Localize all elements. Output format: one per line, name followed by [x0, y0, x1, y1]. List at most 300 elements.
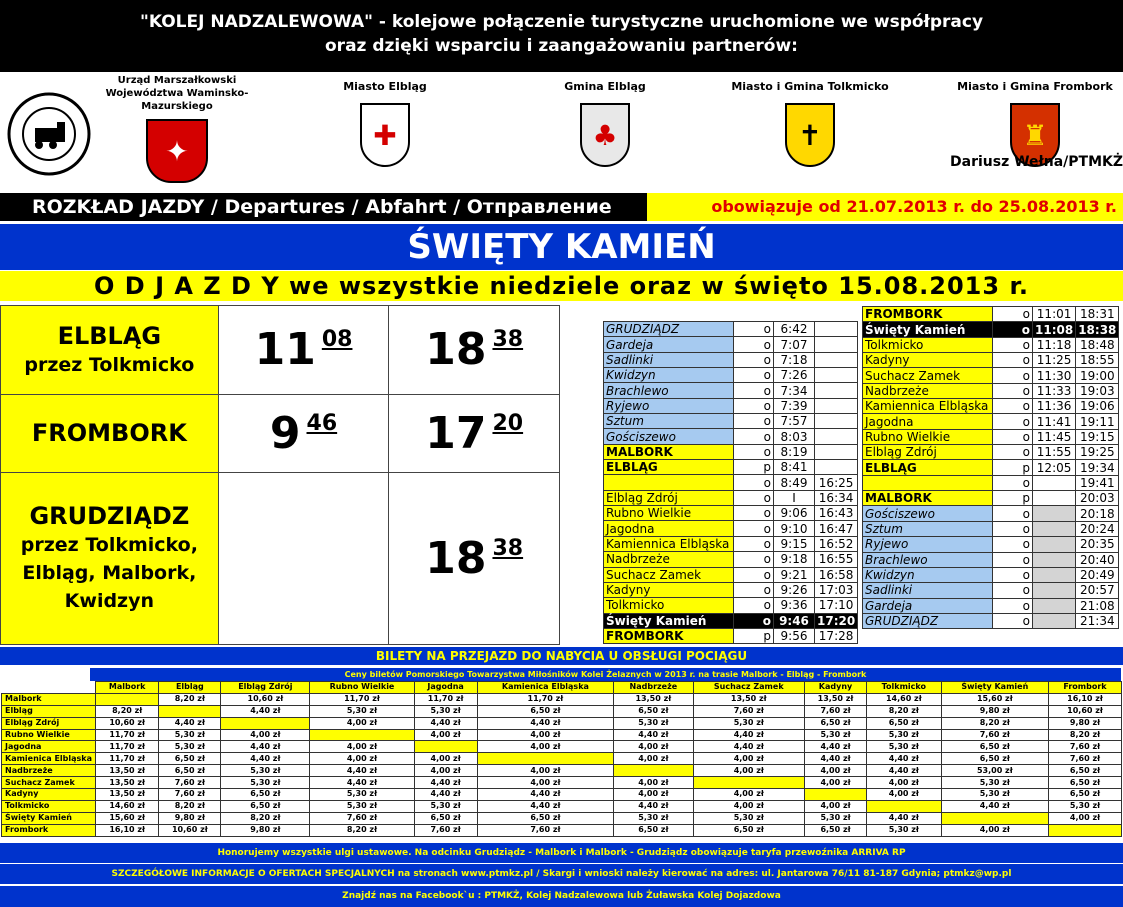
stop-type-cell: p	[734, 628, 774, 643]
time-cell: 21:08	[1076, 598, 1119, 613]
price-cell: 4,00 zł	[693, 753, 804, 765]
timetable-row	[604, 536, 858, 551]
price-column-header: Jagodna	[414, 682, 477, 694]
timetable-row	[604, 567, 858, 582]
price-cell	[693, 777, 804, 789]
price-cell: 5,30 zł	[1049, 800, 1122, 812]
eagle-crest-icon: ✦	[146, 119, 208, 183]
price-cell: 9,80 zł	[941, 705, 1048, 717]
timetable-row	[604, 552, 858, 567]
station-cell	[863, 475, 993, 490]
price-cell: 7,60 zł	[414, 824, 477, 836]
time-cell	[1033, 567, 1076, 582]
price-cell: 4,00 zł	[414, 753, 477, 765]
station-cell: GRUDZIĄDZ	[604, 322, 734, 337]
price-cell	[1049, 824, 1122, 836]
header-line-2: oraz dzięki wsparciu i zaangażowaniu partnerów:	[325, 36, 798, 56]
tickets-heading: BILETY NA PRZEJAZD DO NABYCIA U OBSŁUGI POCIĄGU	[0, 647, 1123, 665]
validity-period: obowiązuje od 21.07.2013 r. do 25.08.2013 r.	[647, 193, 1123, 221]
price-cell: 7,60 zł	[941, 729, 1048, 741]
price-cell: 8,20 zł	[867, 705, 942, 717]
price-row-header: Tolkmicko	[2, 800, 96, 812]
price-cell: 5,30 zł	[614, 717, 693, 729]
timetable-row	[863, 583, 1119, 598]
price-cell: 4,40 zł	[221, 705, 310, 717]
price-cell: 4,00 zł	[1049, 812, 1122, 824]
price-cell: 7,60 zł	[1049, 741, 1122, 753]
price-cell: 4,40 zł	[477, 717, 614, 729]
price-row-header: Jagodna	[2, 741, 96, 753]
stop-type-cell: p	[734, 460, 774, 475]
price-row	[2, 741, 1122, 753]
price-cell: 13,50 zł	[96, 777, 159, 789]
price-table	[1, 681, 1122, 837]
time-cell	[815, 352, 858, 367]
timetable-row	[863, 307, 1119, 322]
station-cell: Rubno Wielkie	[863, 429, 993, 444]
price-row	[2, 789, 1122, 801]
price-cell: 4,40 zł	[614, 800, 693, 812]
price-cell: 4,00 zł	[867, 789, 942, 801]
departure-time	[218, 306, 389, 395]
destination-via: przez Tolkmicko, Elbląg, Malbork, Kwidzyn	[20, 534, 198, 613]
stop-type-cell: o	[734, 337, 774, 352]
price-row-header: Elbląg	[2, 705, 96, 717]
price-cell: 4,40 zł	[159, 717, 221, 729]
stop-type-cell: o	[734, 552, 774, 567]
price-cell: 14,60 zł	[867, 693, 942, 705]
timetable-row	[604, 521, 858, 536]
price-cell: 4,40 zł	[221, 741, 310, 753]
price-cell: 4,40 zł	[414, 717, 477, 729]
time-cell: 9:56	[774, 628, 815, 643]
station-cell: Ryjewo	[863, 537, 993, 552]
hour: 9	[269, 407, 301, 459]
minute: 46	[306, 410, 338, 436]
timetable-row	[604, 383, 858, 398]
time-cell: 18:48	[1076, 337, 1119, 352]
stop-type-cell: o	[993, 506, 1033, 521]
price-cell: 4,00 zł	[477, 729, 614, 741]
header-banner	[0, 0, 1123, 72]
timetable-row	[863, 567, 1119, 582]
price-cell: 6,50 zł	[614, 705, 693, 717]
price-cell: 13,50 zł	[96, 765, 159, 777]
time-cell: 16:34	[815, 490, 858, 505]
partner-name: Gmina Elbląg	[564, 80, 646, 93]
stop-type-cell: o	[993, 353, 1033, 368]
price-cell: 5,30 zł	[310, 789, 414, 801]
departure-row	[1, 394, 560, 472]
price-cell: 4,00 zł	[477, 765, 614, 777]
time-cell: 8:49	[774, 475, 815, 490]
time-cell: 7:18	[774, 352, 815, 367]
price-cell: 5,30 zł	[941, 777, 1048, 789]
timetable-row	[863, 537, 1119, 552]
timetable-row	[604, 322, 858, 337]
time-cell: 18:38	[1076, 322, 1119, 337]
price-column-header: Kadyny	[805, 682, 867, 694]
price-cell: 5,30 zł	[159, 741, 221, 753]
price-cell: 4,00 zł	[414, 765, 477, 777]
price-cell: 5,30 zł	[867, 729, 942, 741]
price-cell: 4,40 zł	[941, 800, 1048, 812]
station-cell: Suchacz Zamek	[863, 368, 993, 383]
price-cell	[477, 753, 614, 765]
station-cell: ELBLĄG	[604, 460, 734, 475]
time-cell: 11:55	[1033, 445, 1076, 460]
price-cell: 5,30 zł	[693, 717, 804, 729]
price-row	[2, 753, 1122, 765]
price-cell: 4,00 zł	[805, 777, 867, 789]
station-cell: MALBORK	[863, 491, 993, 506]
station-cell: Kamiennica Elbląska	[863, 399, 993, 414]
departure-row	[1, 472, 560, 645]
time-cell: 9:36	[774, 598, 815, 613]
time-cell	[1033, 491, 1076, 506]
stop-type-cell: o	[993, 567, 1033, 582]
time-cell	[815, 322, 858, 337]
stop-type-cell: o	[993, 598, 1033, 613]
price-cell: 4,40 zł	[693, 729, 804, 741]
time-cell: 12:05	[1033, 460, 1076, 475]
stop-type-cell: o	[993, 429, 1033, 444]
time-cell: 16:43	[815, 506, 858, 521]
timetable-row	[604, 598, 858, 613]
partner-logos	[0, 72, 1123, 187]
partner-marszalek	[92, 74, 262, 183]
price-cell: 4,40 zł	[477, 800, 614, 812]
price-cell: 4,40 zł	[867, 765, 942, 777]
timetable-row	[604, 429, 858, 444]
price-cell: 5,30 zł	[221, 765, 310, 777]
price-cell	[96, 693, 159, 705]
price-cell: 4,00 zł	[614, 741, 693, 753]
hour: 18	[425, 532, 487, 584]
time-cell: 9:06	[774, 506, 815, 521]
price-cell: 4,00 zł	[867, 777, 942, 789]
time-cell: 11:25	[1033, 353, 1076, 368]
price-cell: 7,60 zł	[310, 812, 414, 824]
time-cell: 20:03	[1076, 491, 1119, 506]
price-cell: 7,60 zł	[1049, 753, 1122, 765]
price-cell: 11,70 zł	[96, 741, 159, 753]
time-cell: 16:55	[815, 552, 858, 567]
station-name: ŚWIĘTY KAMIEŃ	[0, 224, 1123, 270]
time-cell: 11:30	[1033, 368, 1076, 383]
partner-name: Urząd Marszałkowski Województwa Waminsko-Mazurskiego	[105, 75, 249, 112]
time-cell: 9:18	[774, 552, 815, 567]
price-cell: 7,60 zł	[477, 824, 614, 836]
price-cell: 4,00 zł	[805, 800, 867, 812]
price-cell	[221, 717, 310, 729]
station-cell: Święty Kamień	[863, 322, 993, 337]
price-cell: 8,20 zł	[1049, 729, 1122, 741]
timetable-row	[604, 613, 858, 628]
stop-type-cell: p	[993, 491, 1033, 506]
price-cell: 4,00 zł	[614, 777, 693, 789]
timetable-row	[604, 506, 858, 521]
partner-name: Miasto Elbląg	[343, 80, 427, 93]
station-cell: FROMBORK	[604, 628, 734, 643]
price-cell: 6,50 zł	[941, 741, 1048, 753]
price-cell: 4,40 zł	[693, 741, 804, 753]
price-cell: 14,60 zł	[96, 800, 159, 812]
price-cell: 6,50 zł	[221, 800, 310, 812]
price-cell: 6,50 zł	[1049, 789, 1122, 801]
price-column-header: Tolkmicko	[867, 682, 942, 694]
departure-row	[1, 306, 560, 395]
stop-type-cell: o	[734, 383, 774, 398]
time-cell: 20:35	[1076, 537, 1119, 552]
time-cell: 11:01	[1033, 307, 1076, 322]
stop-type-cell: p	[993, 460, 1033, 475]
price-cell: 6,50 zł	[941, 753, 1048, 765]
stop-type-cell: o	[734, 429, 774, 444]
departure-board	[0, 305, 560, 645]
price-column-header: Elbląg	[159, 682, 221, 694]
price-cell	[614, 765, 693, 777]
station-cell: Nadbrzeże	[604, 552, 734, 567]
price-cell: 8,20 zł	[96, 705, 159, 717]
price-cell: 6,50 zł	[221, 789, 310, 801]
price-cell: 5,30 zł	[310, 705, 414, 717]
price-cell: 5,30 zł	[805, 729, 867, 741]
partner-name: Miasto i Gmina Tolkmicko	[731, 80, 889, 93]
time-cell: 11:45	[1033, 429, 1076, 444]
stop-type-cell: o	[734, 352, 774, 367]
timetable-row	[863, 399, 1119, 414]
timetable-row	[863, 337, 1119, 352]
station-cell: Kadyny	[863, 353, 993, 368]
stop-type-cell: o	[993, 383, 1033, 398]
price-cell: 11,70 zł	[96, 729, 159, 741]
price-cell: 4,40 zł	[414, 789, 477, 801]
price-row-header: Święty Kamień	[2, 812, 96, 824]
price-row	[2, 765, 1122, 777]
stop-type-cell: o	[734, 582, 774, 597]
price-cell: 5,30 zł	[159, 729, 221, 741]
price-column-header: Kamienica Elbląska	[477, 682, 614, 694]
price-cell: 5,30 zł	[414, 800, 477, 812]
castle-crest-icon: ♜	[1010, 103, 1060, 167]
station-cell: Brachlewo	[604, 383, 734, 398]
time-cell: 16:47	[815, 521, 858, 536]
time-cell	[1033, 598, 1076, 613]
station-cell: Kamiennica Elbląska	[604, 536, 734, 551]
price-cell: 7,60 zł	[693, 705, 804, 717]
time-cell: 18:55	[1076, 353, 1119, 368]
price-cell: 13,50 zł	[693, 693, 804, 705]
price-cell: 6,50 zł	[805, 717, 867, 729]
time-cell	[815, 460, 858, 475]
station-cell: Ryjewo	[604, 398, 734, 413]
price-cell: 7,60 zł	[805, 705, 867, 717]
price-column-header: Suchacz Zamek	[693, 682, 804, 694]
stop-type-cell: o	[734, 598, 774, 613]
time-cell: 16:58	[815, 567, 858, 582]
rozklad-title: ROZKŁAD JAZDY / Departures / Abfahrt / Отправление	[0, 193, 647, 221]
time-cell	[1033, 521, 1076, 536]
partner-tolkmicko	[720, 80, 900, 167]
timetable-row	[863, 506, 1119, 521]
price-cell: 9,80 zł	[221, 824, 310, 836]
corner-cell	[2, 682, 96, 694]
stop-type-cell: o	[993, 399, 1033, 414]
price-row	[2, 824, 1122, 836]
departure-time	[218, 472, 389, 645]
destination-name: ELBLĄG	[57, 321, 162, 350]
stop-type-cell: o	[734, 567, 774, 582]
timetable-row	[604, 460, 858, 475]
price-cell	[805, 789, 867, 801]
time-cell: 6:42	[774, 322, 815, 337]
price-cell: 4,00 zł	[614, 789, 693, 801]
price-cell: 6,50 zł	[614, 824, 693, 836]
ptmkz-logo	[4, 90, 94, 181]
minute: 20	[492, 410, 524, 436]
price-cell: 6,50 zł	[1049, 765, 1122, 777]
time-cell: 9:10	[774, 521, 815, 536]
price-cell: 5,30 zł	[221, 777, 310, 789]
price-column-header: Święty Kamień	[941, 682, 1048, 694]
time-cell	[1033, 537, 1076, 552]
stop-type-cell: o	[734, 613, 774, 628]
time-cell: 7:07	[774, 337, 815, 352]
time-cell: 16:52	[815, 536, 858, 551]
price-cell: 4,40 zł	[867, 812, 942, 824]
price-cell: 7,60 zł	[159, 777, 221, 789]
price-cell: 5,30 zł	[805, 812, 867, 824]
station-cell: Kadyny	[604, 582, 734, 597]
price-cell	[867, 800, 942, 812]
price-column-header: Malbork	[96, 682, 159, 694]
ptmkz-seal-icon	[5, 90, 93, 178]
time-cell	[815, 398, 858, 413]
station-cell: Sztum	[863, 521, 993, 536]
time-cell: 8:41	[774, 460, 815, 475]
departures-heading: O D J A Z D Y we wszystkie niedziele oraz w święto 15.08.2013 r.	[0, 271, 1123, 301]
header-line-1: "KOLEJ NADZALEWOWA" - kolejowe połączenie turystyczne uruchomione we współpracy	[139, 12, 984, 32]
time-cell: 11:36	[1033, 399, 1076, 414]
time-cell: 8:03	[774, 429, 815, 444]
time-cell: 20:24	[1076, 521, 1119, 536]
timetable-row	[604, 444, 858, 459]
timetable-row	[863, 322, 1119, 337]
price-cell: 11,70 zł	[96, 753, 159, 765]
time-cell: 20:40	[1076, 552, 1119, 567]
time-cell	[815, 429, 858, 444]
price-row	[2, 777, 1122, 789]
stop-type-cell: o	[734, 444, 774, 459]
price-cell: 9,80 zł	[1049, 717, 1122, 729]
station-cell: Gardeja	[863, 598, 993, 613]
time-cell: 20:57	[1076, 583, 1119, 598]
price-cell: 4,40 zł	[614, 729, 693, 741]
price-row-header: Rubno Wielkie	[2, 729, 96, 741]
stop-type-cell: o	[993, 613, 1033, 628]
price-cell: 4,00 zł	[477, 777, 614, 789]
price-row-header: Nadbrzeże	[2, 765, 96, 777]
price-cell: 53,00 zł	[941, 765, 1048, 777]
timetable-row	[863, 368, 1119, 383]
price-cell: 15,60 zł	[941, 693, 1048, 705]
price-cell: 4,40 zł	[310, 777, 414, 789]
station-cell: FROMBORK	[863, 307, 993, 322]
price-cell: 4,00 zł	[310, 717, 414, 729]
partner-name: Miasto i Gmina Frombork	[957, 80, 1113, 93]
price-cell: 11,70 zł	[310, 693, 414, 705]
minute: 38	[492, 327, 524, 353]
time-cell: 17:20	[815, 613, 858, 628]
price-row-header: Suchacz Zamek	[2, 777, 96, 789]
stop-type-cell: o	[993, 552, 1033, 567]
price-row-header: Kadyny	[2, 789, 96, 801]
timetable-row	[863, 552, 1119, 567]
time-cell: 7:26	[774, 368, 815, 383]
time-cell: 17:10	[815, 598, 858, 613]
price-cell: 4,40 zł	[805, 741, 867, 753]
price-cell: 8,20 zł	[159, 693, 221, 705]
price-row	[2, 705, 1122, 717]
price-cell: 13,50 zł	[96, 789, 159, 801]
timetable-row	[863, 475, 1119, 490]
time-cell: 9:46	[774, 613, 815, 628]
price-row	[2, 812, 1122, 824]
price-cell: 8,20 zł	[941, 717, 1048, 729]
price-cell: 4,00 zł	[310, 741, 414, 753]
price-cell: 4,40 zł	[310, 765, 414, 777]
destination	[1, 472, 219, 645]
time-cell: I	[774, 490, 815, 505]
price-cell: 10,60 zł	[159, 824, 221, 836]
time-cell: 19:06	[1076, 399, 1119, 414]
time-cell: 11:08	[1033, 322, 1076, 337]
time-cell	[815, 383, 858, 398]
partner-elblag-city	[320, 80, 450, 167]
price-cell: 8,20 zł	[221, 812, 310, 824]
price-cell	[159, 705, 221, 717]
timetable-grudziadz-frombork	[603, 321, 858, 644]
price-cell: 15,60 zł	[96, 812, 159, 824]
time-cell: 19:03	[1076, 383, 1119, 398]
price-cell: 4,40 zł	[867, 753, 942, 765]
time-cell: 19:41	[1076, 475, 1119, 490]
station-cell: Jagodna	[863, 414, 993, 429]
price-cell: 16,10 zł	[1049, 693, 1122, 705]
station-cell: Kwidzyn	[863, 567, 993, 582]
price-cell: 6,50 zł	[805, 824, 867, 836]
time-cell: 19:15	[1076, 429, 1119, 444]
station-cell: Elbląg Zdrój	[863, 445, 993, 460]
price-cell: 4,00 zł	[693, 765, 804, 777]
time-cell: 17:28	[815, 628, 858, 643]
cross-branch-crest-icon: ✝	[785, 103, 835, 167]
stop-type-cell: o	[993, 322, 1033, 337]
timetable-row	[604, 628, 858, 643]
station-cell: Gościszewo	[863, 506, 993, 521]
destination	[1, 306, 219, 395]
station-cell: Brachlewo	[863, 552, 993, 567]
timetable-row	[863, 429, 1119, 444]
stop-type-cell: o	[993, 414, 1033, 429]
stop-type-cell: o	[993, 445, 1033, 460]
price-column-header: Rubno Wielkie	[310, 682, 414, 694]
footer-line-2: SZCZEGÓŁOWE INFORMACJE O OFERTACH SPECJALNYCH na stronach www.ptmkz.pl / Skargi i wnioski należy kierować na adres: ul. Jantarowa 76/11 81-187 Gdynia; ptmkz@wp.pl	[0, 864, 1123, 884]
stop-type-cell: o	[734, 536, 774, 551]
timetable-row	[863, 383, 1119, 398]
stop-type-cell: o	[734, 368, 774, 383]
